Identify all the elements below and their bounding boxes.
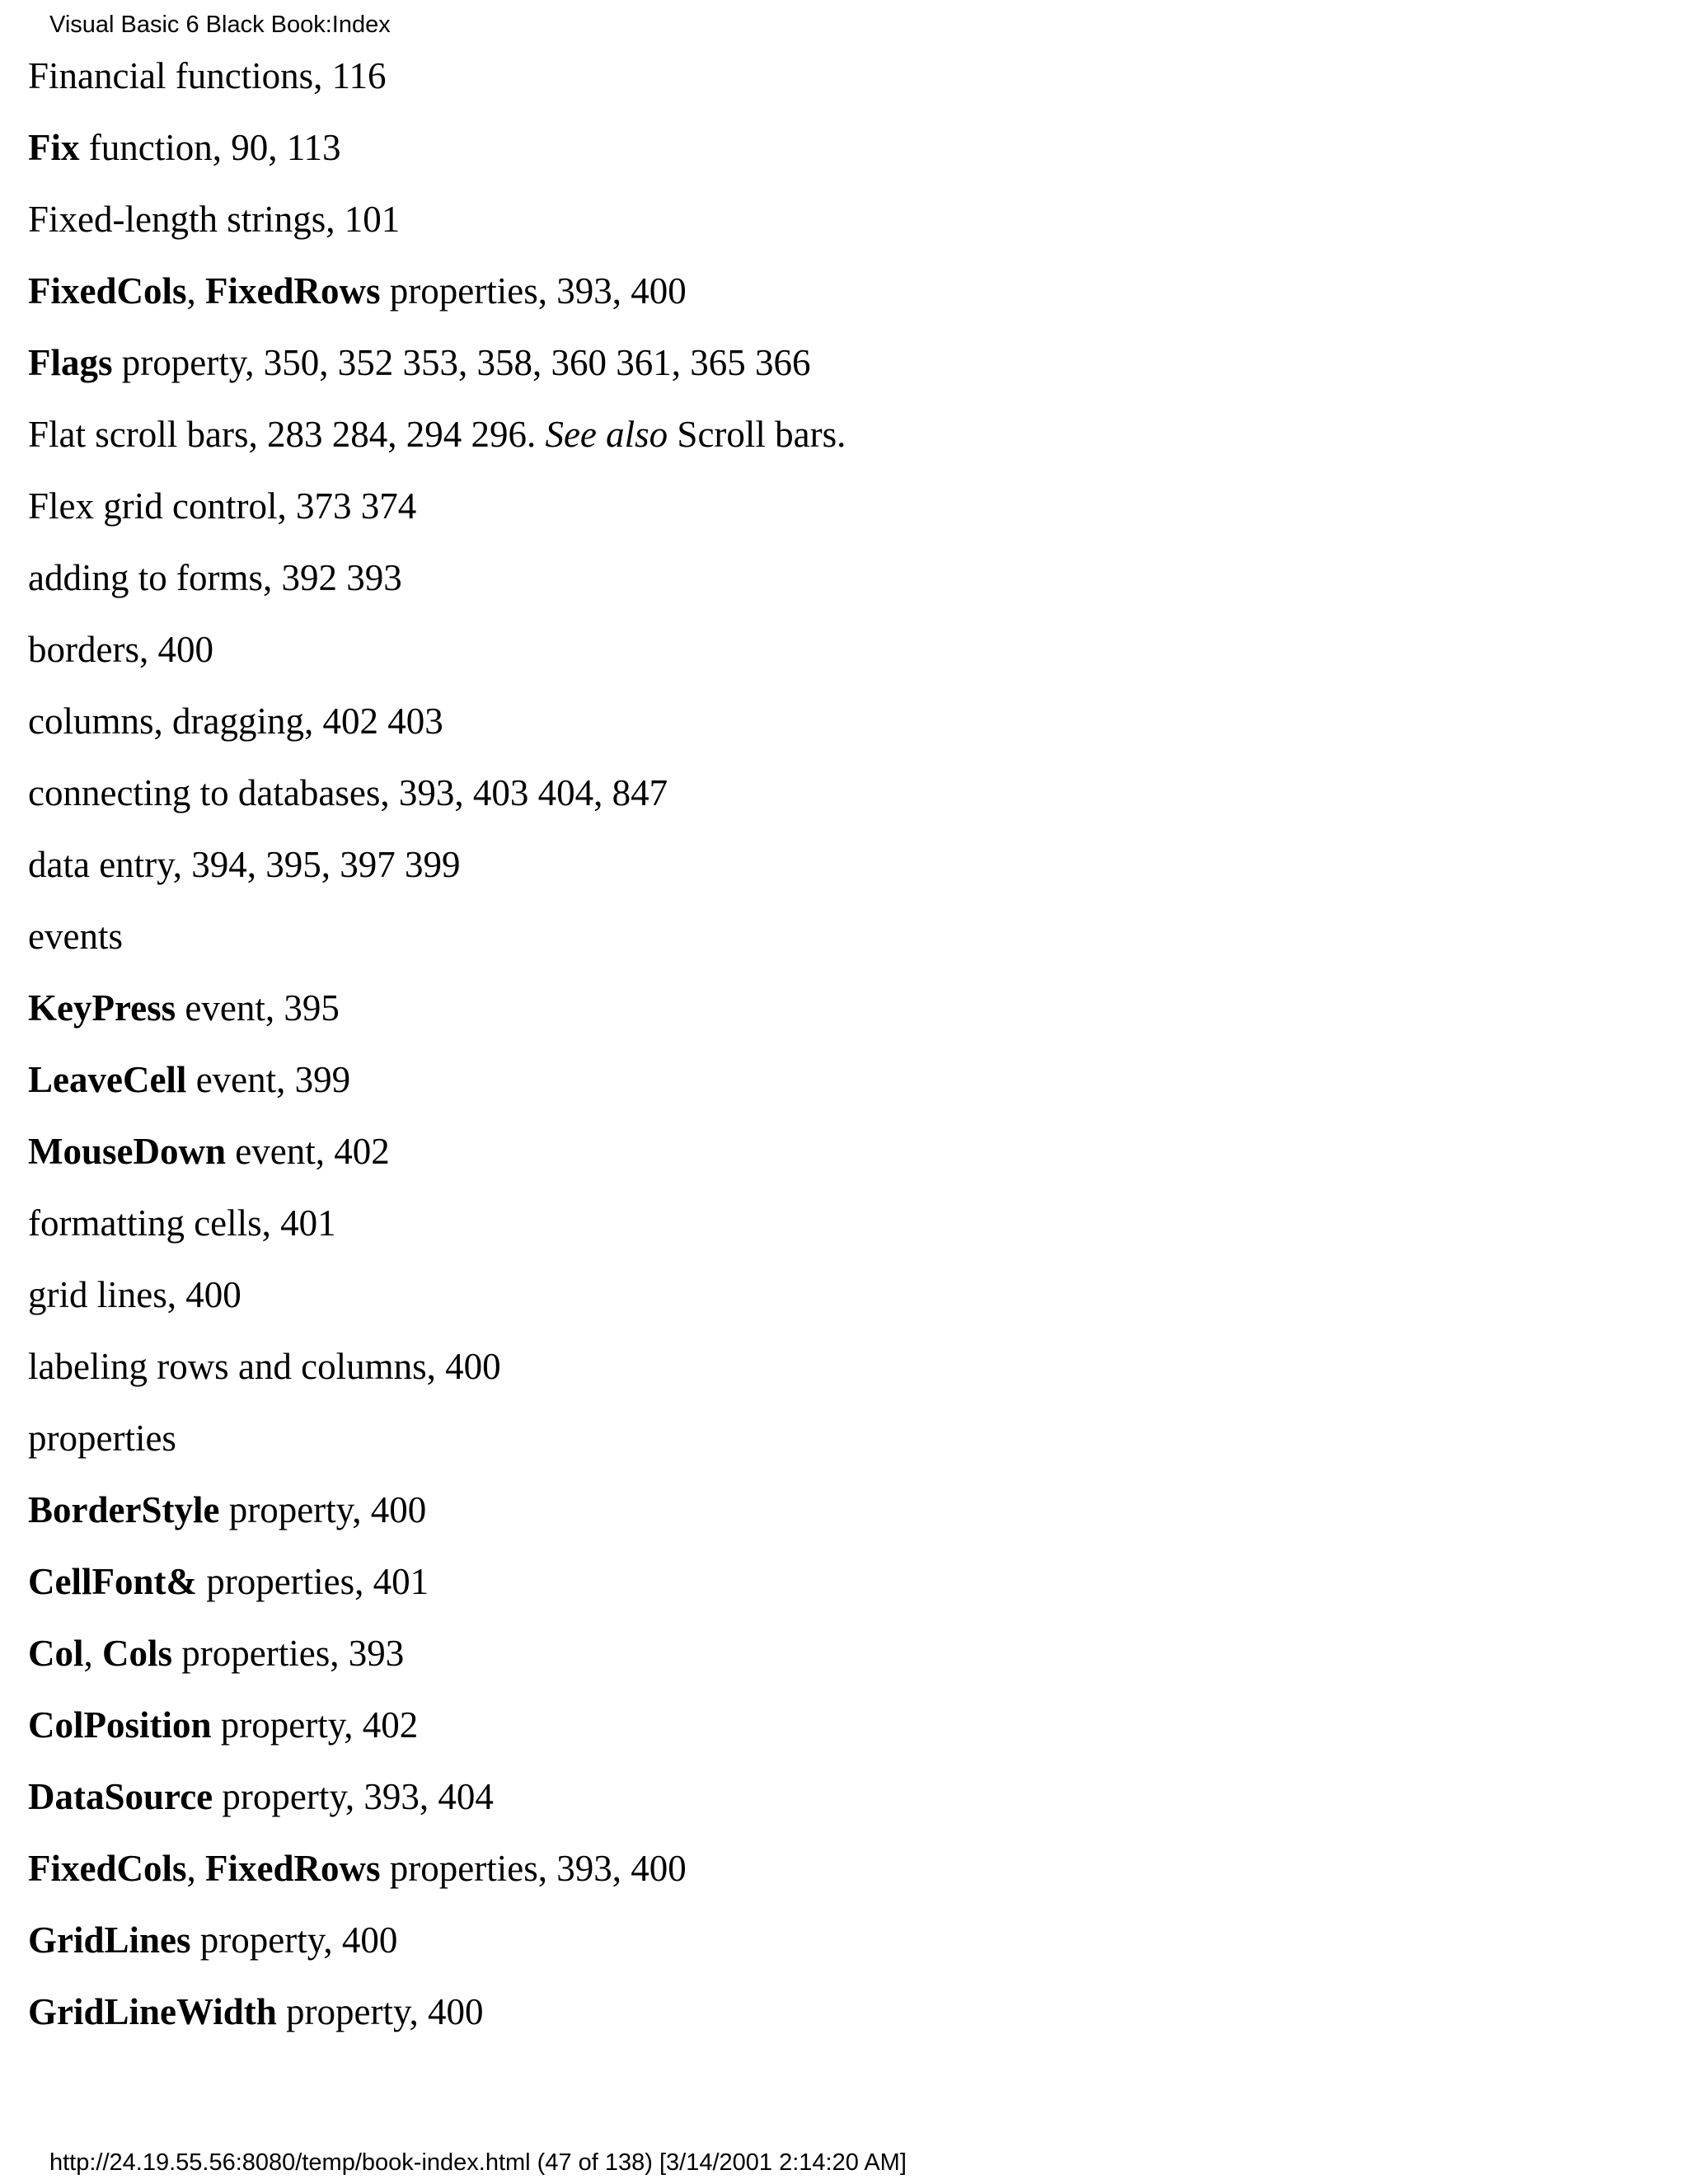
- index-entry: [28, 338, 1660, 410]
- index-text: properties: [28, 1418, 176, 1459]
- index-entry: [28, 1342, 1660, 1413]
- index-keyword: DataSource: [28, 1776, 213, 1817]
- index-entry: [28, 194, 1660, 266]
- index-entry: [28, 51, 1660, 123]
- index-keyword: FixedRows: [205, 270, 381, 312]
- index-keyword: ColPosition: [28, 1704, 212, 1746]
- index-text: connecting to databases, 393, 403 404, 847: [28, 772, 668, 813]
- index-entry: [28, 1629, 1660, 1700]
- index-text: Fixed-length strings, 101: [28, 199, 401, 240]
- index-text: property, 400: [219, 1489, 427, 1530]
- index-text: ,: [186, 1848, 206, 1889]
- index-entry: [28, 1557, 1660, 1629]
- index-entry: [28, 1700, 1660, 1772]
- index-entry-list: [28, 51, 1660, 2059]
- index-text: columns, dragging, 402 403: [28, 701, 443, 742]
- index-entry: [28, 1055, 1660, 1127]
- index-text: function, 90, 113: [79, 127, 341, 168]
- index-entry: [28, 1915, 1660, 1987]
- index-entry: [28, 983, 1660, 1055]
- index-keyword: KeyPress: [28, 987, 176, 1029]
- index-keyword: Cols: [102, 1633, 173, 1674]
- index-text: properties, 401: [196, 1561, 429, 1602]
- index-text: property, 400: [190, 1919, 398, 1961]
- page-footer-url: http://24.19.55.56:8080/temp/book-index.html (47 of 138) [3/14/2001 2:14:20 AM]: [49, 2149, 907, 2176]
- index-entry: [28, 266, 1660, 338]
- index-text: labeling rows and columns, 400: [28, 1346, 501, 1387]
- index-keyword: GridLines: [28, 1919, 191, 1961]
- index-entry: [28, 1270, 1660, 1342]
- index-text: event, 399: [186, 1059, 351, 1100]
- index-entry: [28, 123, 1660, 194]
- index-keyword: BorderStyle: [28, 1489, 220, 1530]
- index-text: adding to forms, 392 393: [28, 557, 402, 598]
- index-keyword: FixedCols: [28, 270, 187, 312]
- index-text: data entry, 394, 395, 397 399: [28, 844, 461, 885]
- page-header-title: Visual Basic 6 Black Book:Index: [49, 12, 391, 38]
- index-text: borders, 400: [28, 629, 213, 670]
- index-entry: [28, 1485, 1660, 1557]
- index-keyword: Col: [28, 1633, 84, 1674]
- index-keyword: GridLineWidth: [28, 1991, 277, 2032]
- index-text: Financial functions, 116: [28, 55, 387, 96]
- index-entry: [28, 481, 1660, 553]
- index-text: event, 395: [176, 987, 340, 1029]
- index-entry: [28, 1987, 1660, 2059]
- index-text: ,: [186, 270, 206, 312]
- index-entry: [28, 840, 1660, 912]
- index-entry: [28, 768, 1660, 840]
- index-keyword: FixedCols: [28, 1848, 187, 1889]
- index-keyword: MouseDown: [28, 1131, 227, 1172]
- index-text: property, 393, 404: [213, 1776, 494, 1817]
- index-entry: [28, 1772, 1660, 1844]
- index-entry: [28, 1198, 1660, 1270]
- index-text: Scroll bars.: [668, 414, 846, 455]
- index-text: property, 350, 352 353, 358, 360 361, 365 366: [112, 342, 811, 383]
- index-entry: [28, 1413, 1660, 1485]
- index-text: Flat scroll bars, 283 284, 294 296.: [28, 414, 546, 455]
- index-entry: [28, 410, 1660, 481]
- index-entry: [28, 1844, 1660, 1915]
- index-text: grid lines, 400: [28, 1274, 241, 1315]
- index-entry: [28, 625, 1660, 696]
- index-text: event, 402: [226, 1131, 390, 1172]
- index-text: events: [28, 916, 123, 957]
- index-text: properties, 393, 400: [380, 270, 687, 312]
- index-text: ,: [83, 1633, 102, 1674]
- index-keyword: FixedRows: [205, 1848, 381, 1889]
- index-text: formatting cells, 401: [28, 1202, 336, 1244]
- index-keyword: LeaveCell: [28, 1059, 187, 1100]
- index-cross-reference: See also: [545, 414, 668, 455]
- index-keyword: Flags: [28, 342, 113, 383]
- index-text: properties, 393: [172, 1633, 405, 1674]
- index-entry: [28, 696, 1660, 768]
- index-keyword: CellFont&: [28, 1561, 197, 1602]
- index-keyword: Fix: [28, 127, 80, 168]
- index-text: Flex grid control, 373 374: [28, 485, 417, 527]
- index-text: property, 400: [276, 1991, 484, 2032]
- index-text: property, 402: [211, 1704, 419, 1746]
- index-text: properties, 393, 400: [380, 1848, 687, 1889]
- index-entry: [28, 1127, 1660, 1198]
- index-entry: [28, 553, 1660, 625]
- index-entry: [28, 912, 1660, 983]
